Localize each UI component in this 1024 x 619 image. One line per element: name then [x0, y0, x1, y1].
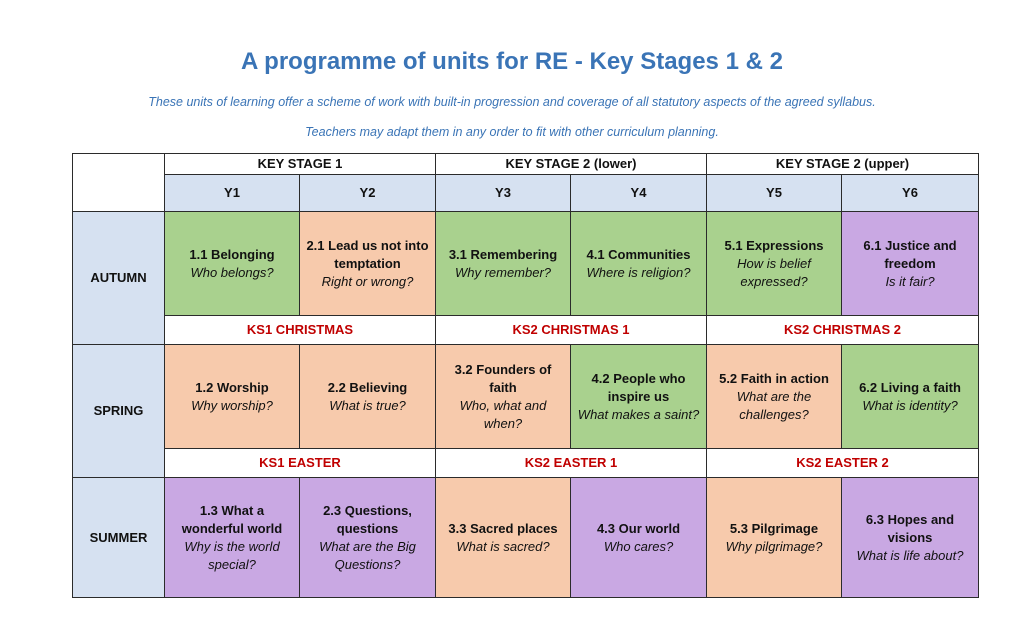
unit-title: 6.3 Hopes and visions	[865, 511, 955, 545]
unit-title: 5.1 Expressions	[724, 237, 824, 253]
unit-question: Who, what and when?	[459, 397, 547, 431]
units-table	[72, 153, 979, 598]
unit-question: What is life about?	[856, 547, 964, 563]
unit-title: 4.3 Our world	[596, 520, 681, 536]
unit-title: 6.1 Justice and freedom	[863, 237, 957, 271]
unit-cell	[842, 345, 979, 449]
year-header: Y2	[300, 175, 436, 212]
unit-title: 1.1 Belonging	[189, 246, 275, 262]
unit-cell	[571, 345, 707, 449]
unit-cell	[165, 478, 300, 598]
unit-title: 3.3 Sacred places	[448, 520, 558, 536]
year-header: Y3	[436, 175, 571, 212]
unit-title: 1.2 Worship	[195, 379, 269, 395]
term-label: SUMMER	[73, 478, 165, 598]
unit-cell	[300, 212, 436, 316]
unit-question: Is it fair?	[885, 273, 935, 289]
unit-title: 6.2 Living a faith	[859, 379, 961, 395]
unit-question: Who belongs?	[190, 264, 274, 280]
page-title: A programme of units for RE - Key Stages 1 & 2	[241, 48, 783, 75]
unit-cell	[842, 212, 979, 316]
unit-question: Why is the world special?	[184, 538, 280, 572]
unit-cell	[436, 212, 571, 316]
year-header: Y6	[842, 175, 979, 212]
year-header: Y5	[707, 175, 842, 212]
unit-cell	[300, 345, 436, 449]
festival-label: KS1 EASTER	[165, 449, 436, 478]
unit-question: How is belief expressed?	[737, 255, 811, 289]
term-label: AUTUMN	[73, 212, 165, 345]
key-stage-header: KEY STAGE 2 (lower)	[436, 154, 707, 175]
unit-title: 2.1 Lead us not into temptation	[306, 237, 429, 271]
unit-question: Right or wrong?	[321, 273, 414, 289]
festival-label: KS2 CHRISTMAS 2	[707, 316, 979, 345]
unit-question: Who cares?	[603, 538, 674, 554]
unit-question: What are the challenges?	[736, 388, 812, 422]
unit-title: 5.3 Pilgrimage	[729, 520, 819, 536]
year-header: Y1	[165, 175, 300, 212]
year-header: Y4	[571, 175, 707, 212]
unit-question: Why worship?	[191, 397, 273, 413]
unit-question: What is sacred?	[456, 538, 550, 554]
festival-label: KS2 EASTER 1	[436, 449, 707, 478]
unit-title: 2.2 Believing	[327, 379, 408, 395]
unit-title: 3.2 Founders of faith	[454, 361, 552, 395]
unit-cell	[436, 345, 571, 449]
unit-title: 3.1 Remembering	[448, 246, 558, 262]
unit-question: What is identity?	[862, 397, 958, 413]
unit-cell	[571, 478, 707, 598]
unit-cell	[707, 345, 842, 449]
festival-label: KS2 CHRISTMAS 1	[436, 316, 707, 345]
unit-title: 4.1 Communities	[586, 246, 691, 262]
subtitle-line-1: These units of learning offer a scheme of work with built-in progression and coverage of all statutory aspects of the agreed syllabus.	[148, 95, 876, 109]
key-stage-header: KEY STAGE 2 (upper)	[707, 154, 979, 175]
unit-cell	[165, 212, 300, 316]
unit-title: 5.2 Faith in action	[719, 370, 829, 386]
unit-cell	[436, 478, 571, 598]
corner-cell	[73, 154, 165, 212]
festival-label: KS2 EASTER 2	[707, 449, 979, 478]
unit-cell	[165, 345, 300, 449]
term-label: SPRING	[73, 345, 165, 478]
unit-cell	[300, 478, 436, 598]
unit-question: Where is religion?	[586, 264, 691, 280]
subtitle-line-2: Teachers may adapt them in any order to fit with other curriculum planning.	[305, 125, 719, 139]
unit-question: What makes a saint?	[577, 406, 700, 422]
unit-cell	[707, 212, 842, 316]
unit-cell	[842, 478, 979, 598]
unit-title: 1.3 What a wonderful world	[181, 502, 283, 536]
unit-question: What is true?	[329, 397, 406, 413]
key-stage-header: KEY STAGE 1	[165, 154, 436, 175]
unit-cell	[571, 212, 707, 316]
unit-cell	[707, 478, 842, 598]
unit-question: Why remember?	[454, 264, 552, 280]
unit-title: 4.2 People who inspire us	[591, 370, 686, 404]
unit-title: 2.3 Questions, questions	[323, 502, 412, 536]
unit-question: Why pilgrimage?	[725, 538, 823, 554]
unit-question: What are the Big Questions?	[319, 538, 416, 572]
festival-label: KS1 CHRISTMAS	[165, 316, 436, 345]
